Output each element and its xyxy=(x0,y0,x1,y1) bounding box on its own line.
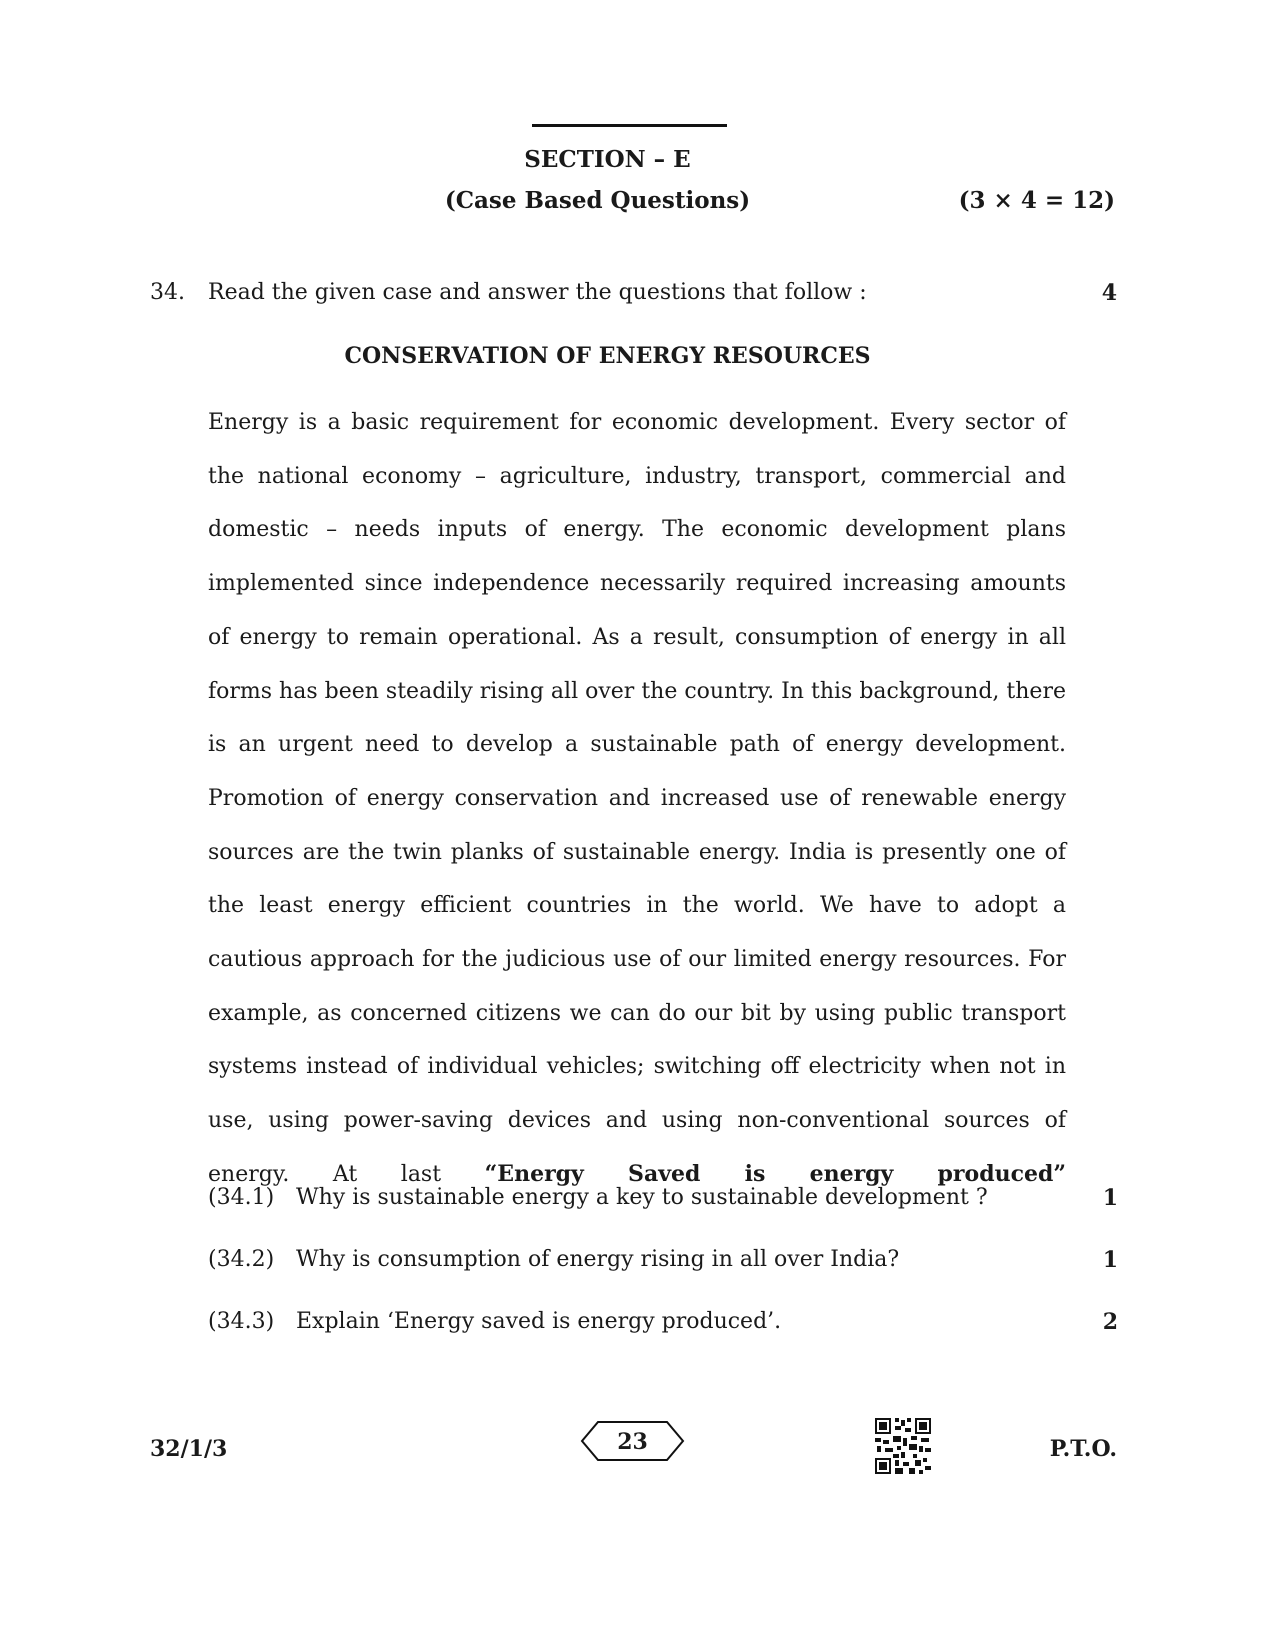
section-subtitle: (Case Based Questions) xyxy=(444,187,751,214)
sub-question-number: (34.2) xyxy=(208,1247,275,1272)
passage-quote: “Energy Saved is energy produced” xyxy=(484,1160,1067,1187)
question-marks: 4 xyxy=(1101,280,1117,306)
case-title: CONSERVATION OF ENERGY RESOURCES xyxy=(344,343,871,369)
sub-question-marks: 2 xyxy=(1102,1309,1118,1335)
passage-text: Energy is a basic requirement for economic development. Every sector of the national economy – agriculture, industry, transport, commercial and domestic – needs inputs of energy. The economic development plans implemented since independence necessarily required increasing amounts of energy to remain operational. As a result, consumption of energy in all forms has been steadily rising all over the country. In this background, there is an urgent need to develop a sustainable path of energy development. Promotion of energy conservation and increased use of renewable energy sources are the twin planks of sustainable energy. India is presently one of the least energy efficient countries in the world. We have to adopt a cautious approach for the judicious use of our limited energy resources. For example, as concerned citizens we can do our bit by using public transport systems instead of individual vehicles; switching off electricity when not in use, using power-saving devices and using non-conventional sources of energy. At last xyxy=(208,410,1066,1187)
sub-question-text: Explain ‘Energy saved is energy produced’. xyxy=(296,1309,782,1334)
sub-question-text: Why is consumption of energy rising in all over India? xyxy=(296,1247,900,1272)
qr-code-icon xyxy=(875,1418,931,1474)
paper-code: 32/1/3 xyxy=(150,1436,228,1462)
sub-question-marks: 1 xyxy=(1102,1185,1118,1211)
sub-question xyxy=(208,1309,1118,1334)
case-passage xyxy=(208,396,1066,1202)
sub-question xyxy=(208,1185,1118,1210)
sub-question-text: Why is sustainable energy a key to sustainable development ? xyxy=(296,1185,988,1210)
sub-question-number: (34.1) xyxy=(208,1185,275,1210)
please-turn-over: P.T.O. xyxy=(1049,1436,1117,1462)
page-number-badge xyxy=(580,1420,685,1462)
sub-question xyxy=(208,1247,1118,1272)
sub-question-number: (34.3) xyxy=(208,1309,275,1334)
page-number: 23 xyxy=(617,1429,648,1455)
section-marks: (3 × 4 = 12) xyxy=(958,187,1115,214)
section-divider xyxy=(532,124,727,127)
sub-question-marks: 1 xyxy=(1102,1247,1118,1273)
question-number: 34. xyxy=(150,280,185,305)
section-title: SECTION – E xyxy=(524,146,691,173)
question-instruction: Read the given case and answer the questions that follow : xyxy=(208,280,867,305)
